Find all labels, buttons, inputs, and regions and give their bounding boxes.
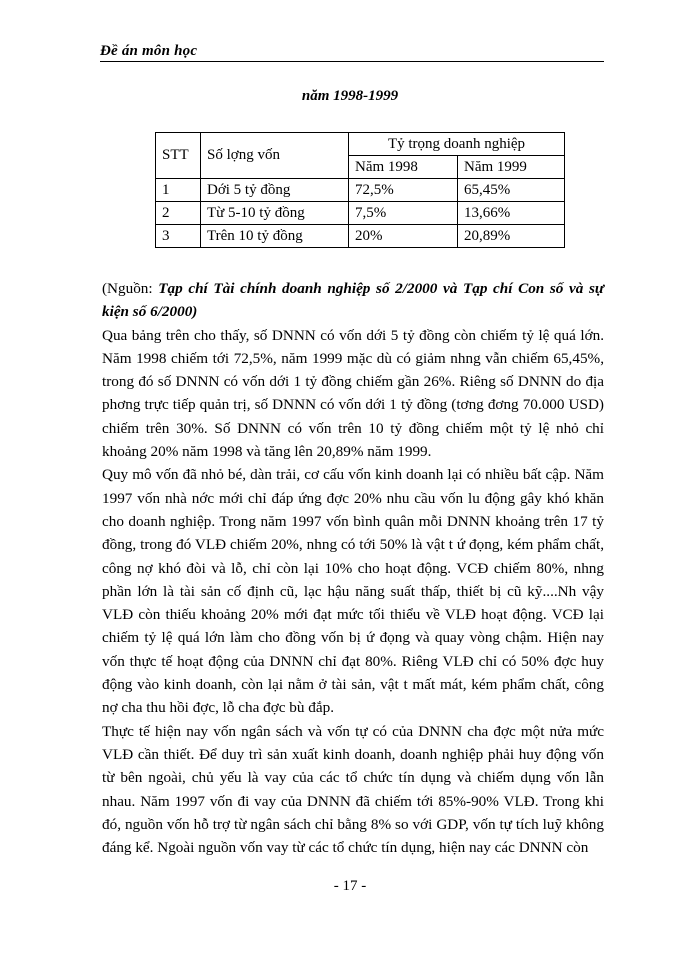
page-number: - 17 - — [333, 878, 367, 894]
cell-1998: 72,5% — [349, 179, 458, 202]
source-title: Tạp chí Tài chính doanh nghiệp số 2/2000 và Tạp chí Con số và sự kiện số 6/2000) — [102, 280, 604, 321]
cell-1999: 20,89% — [458, 225, 565, 248]
cell-1999: 65,45% — [458, 179, 565, 202]
table-row — [156, 225, 565, 248]
header-year-1998: Năm 1998 — [349, 156, 458, 179]
header-year-1999: Năm 1999 — [458, 156, 565, 179]
source-citation — [102, 277, 604, 324]
cell-stt: 1 — [156, 179, 201, 202]
capital-share-table — [155, 132, 565, 248]
header-capital: Số lợng vốn — [201, 133, 349, 179]
cell-1999: 13,66% — [458, 202, 565, 225]
page-header — [100, 42, 604, 62]
table-header-row — [156, 133, 565, 156]
header-enterprise-share: Tỷ trọng doanh nghiệp — [349, 133, 565, 156]
paragraph: Thực tế hiện nay vốn ngân sách và vốn tự có của DNNN cha đợc một nửa mức VLĐ cần thiết. Để duy trì sản xuất kinh doanh, doanh nghiệp phải huy động vốn từ bên ngoài, chủ yếu là vay của các tổ chức tín dụng và chiếm dụng vốn lẫn nhau. Năm 1997 vốn đi vay của DNNN đã chiếm tới 85%-90% VLĐ. Trong khi đó, nguồn vốn hỗ trợ từ ngân sách chỉ bằng 8% so với GDP, vốn tự tích luỹ không đáng kể. Ngoài nguồn vốn vay từ các tổ chức tín dụng, hiện nay các DNNN còn — [102, 722, 604, 857]
body-text — [102, 277, 604, 859]
cell-1998: 7,5% — [349, 202, 458, 225]
cell-capital: Dới 5 tỷ đồng — [201, 179, 349, 202]
cell-1998: 20% — [349, 225, 458, 248]
cell-stt: 2 — [156, 202, 201, 225]
header-title: Đề án môn học — [100, 43, 198, 59]
table-row — [156, 179, 565, 202]
paragraph: Quy mô vốn đã nhỏ bé, dàn trải, cơ cấu vốn kinh doanh lại có nhiều bất cập. Năm 1997 vốn nhà nớc mới chỉ đáp ứng đợc 20% nhu cầu vốn lu động gây khó khăn cho doanh nghiệp. Trong năm 1997 vốn bình quân mỗi DNNN khoảng trên 17 tỷ đồng, trong đó VLĐ chiếm 20%, nhng có tới 50% là vật t ứ đọng, kém phẩm chất, công nợ khó đòi và lỗ, chỉ còn lại 10% cho hoạt động. VCĐ chiếm 80%, nhng phần lớn là tài sản cố định cũ, lạc hậu năng suất thấp, thiết bị cũ kỹ....Nh vậy VLĐ còn thiếu khoảng 20% mới đạt mức tối thiểu về VLĐ hoạt động. VCĐ lại chiếm tỷ lệ quá lớn làm cho đồng vốn bị ứ đọng và quay vòng chậm. Hiện nay vốn thực tế hoạt động của DNNN chỉ đạt 80%. Riêng VLĐ chỉ có 50% đợc huy động vào kinh doanh, còn lại nằm ở tài sản, vật t mất mát, kém phẩm chất, công nợ cha thu hồi đợc, lỗ cha đợc bù đắp. — [102, 466, 604, 717]
table-caption: năm 1998-1999 — [301, 88, 399, 104]
header-stt: STT — [156, 133, 201, 179]
cell-capital: Trên 10 tỷ đồng — [201, 225, 349, 248]
table-row — [156, 202, 565, 225]
cell-stt: 3 — [156, 225, 201, 248]
cell-capital: Từ 5-10 tỷ đồng — [201, 202, 349, 225]
paragraph: Qua bảng trên cho thấy, số DNNN có vốn dới 5 tỷ đồng còn chiếm tỷ lệ quá lớn. Năm 1998 chiếm tới 72,5%, năm 1999 mặc dù có giảm nhng vẫn chiếm 65,45%, trong đó số DNNN có vốn dới 1 tỷ đồng chiếm gần 26%. Riêng số DNNN do địa phơng trực tiếp quản trị, số DNNN có vốn dới 1 tỷ đồng (tơng đơng 70.000 USD) chiếm trên 30%. Số DNNN có vốn trên 10 tỷ đồng chiếm một tỷ lệ nhỏ chỉ khoảng 20% năm 1998 và tăng lên 20,89% năm 1999. — [102, 326, 604, 461]
source-prefix: (Nguồn: — [102, 280, 159, 297]
